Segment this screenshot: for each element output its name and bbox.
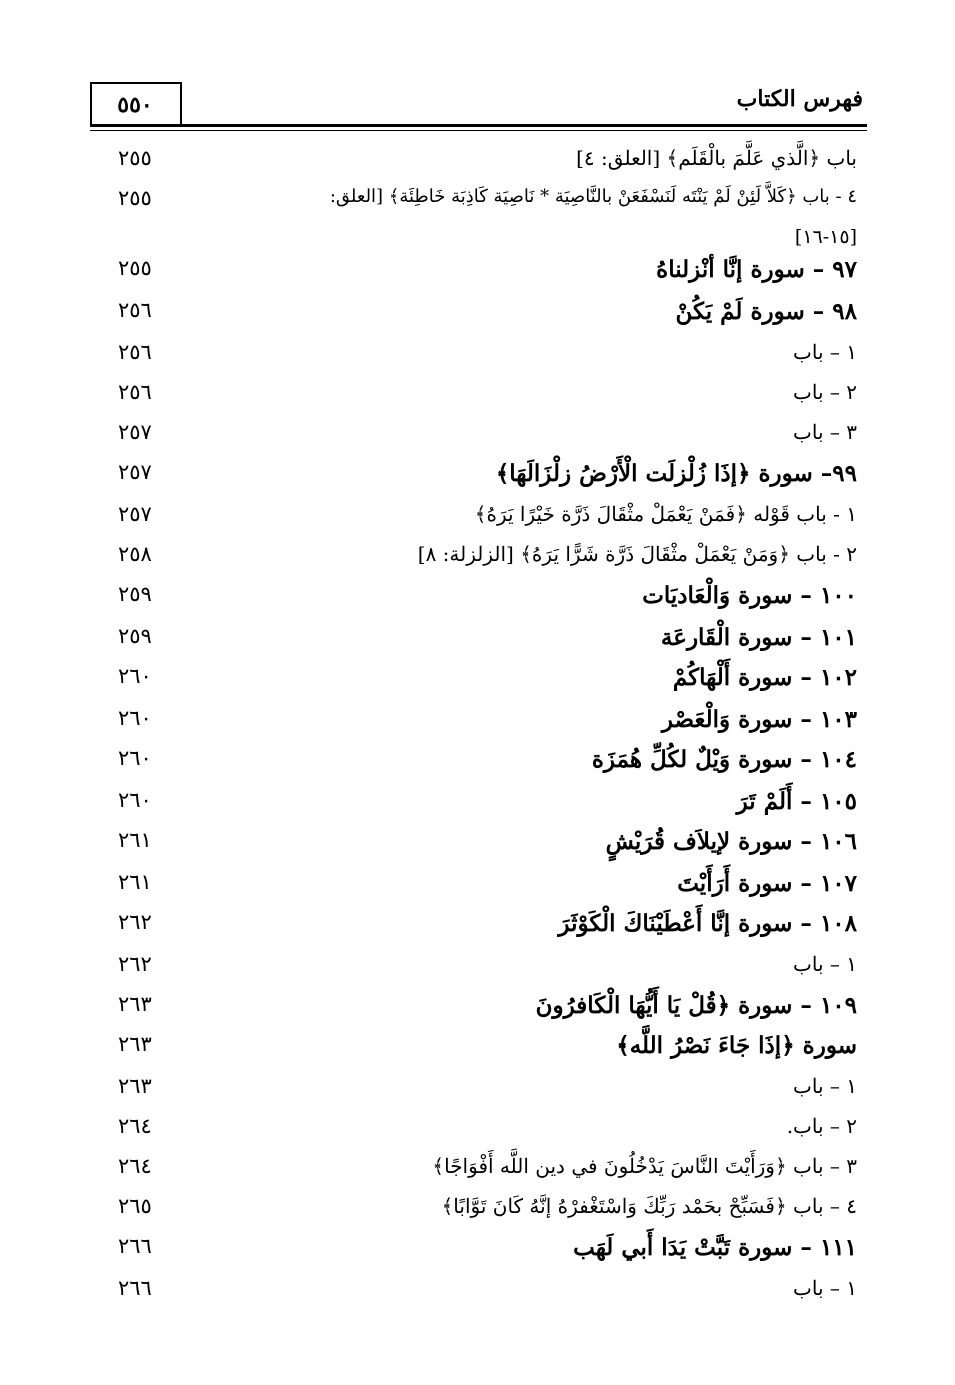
entry-title: ٣ – باب: [793, 420, 857, 444]
entry-page: ٢٥٨: [118, 542, 152, 566]
entry-title: ١ – باب: [793, 1276, 857, 1300]
entry-title: ٩٨ – سورة لَمْ يَكُنْ: [675, 298, 857, 325]
entry-page: ٢٥٧: [118, 502, 152, 526]
entry-page: ٢٦٢: [118, 910, 152, 934]
entry-title: ١٠٤ – سورة وَيْلٌ لكُلِّ هُمَزَة: [591, 746, 857, 773]
entry-page: ٢٦٠: [118, 746, 152, 770]
entry-title: ٣ – باب ﴿وَرَأَيْتَ النَّاسَ يَدْخُلُونَ في دين اللَّه أَفْوَاجًا﴾: [432, 1154, 857, 1178]
entry-title: ١ – باب: [793, 340, 857, 364]
entry-page: ٢٥٧: [118, 420, 152, 444]
entry-page: ٢٥٥: [118, 186, 152, 210]
entry-title: ١٠٨ – سورة إنَّا أَعْطَيْنَاكَ الْكَوْثَرَ: [558, 910, 857, 937]
entry-page: ٢٦٦: [118, 1276, 152, 1300]
entry-page: ٢٥٦: [118, 340, 152, 364]
entry-page: ٢٦٠: [118, 788, 152, 812]
entry-title: ١١١ – سورة تَبَّتْ يَدَا أَبي لَهَب: [573, 1234, 857, 1261]
entry-title: ٢ - باب ﴿وَمَنْ يَعْمَلْ مثْقَالَ ذَرَّة شَرًّا يَرَهُ﴾ [الزلزلة: ٨]: [417, 542, 857, 566]
header-rule-thick: [90, 124, 867, 127]
entry-title: ١٠٠ – سورة وَالْعَاديَات: [642, 582, 857, 609]
entry-title: ١٠٧ – سورة أَرَأَيْتَ: [677, 870, 857, 897]
entry-page: ٢٦٠: [118, 664, 152, 688]
entry-title: ١ - باب قَوْله ﴿فَمَنْ يَعْمَلْ مثْقَالَ ذَرَّة خَيْرًا يَرَهُ﴾: [474, 502, 857, 526]
entry-title: ١٠٦ – سورة لإيلاَف قُرَيْشٍ: [605, 828, 857, 855]
entry-title: ١٠٩ – سورة ﴿قُلْ يَا أَيُّهَا الْكَافرُونَ: [535, 992, 857, 1019]
entry-page: ٢٥٦: [118, 380, 152, 404]
entry-title: ٩٩– سورة ﴿إذَا زُلْزلَت الْأَرْضُ زلْزَالَهَا﴾: [495, 460, 857, 487]
entry-page: ٢٥٩: [118, 624, 152, 648]
entry-page: ٢٥٧: [118, 460, 152, 484]
entry-page: ٢٥٩: [118, 582, 152, 606]
entry-page: ٢٦٣: [118, 1074, 152, 1098]
entry-page: ٢٥٥: [118, 256, 152, 280]
entry-title: ٤ - باب ﴿كَلاَّ لَئِنْ لَمْ يَنْتَه لَنَسْفَعَنْ بالنَّاصِيَة * نَاصِيَة كَاذِبَة خَاطِئَة﴾ [العلق:: [329, 186, 857, 207]
entry-continuation: [١٥-١٦]: [794, 226, 857, 248]
entry-page: ٢٦٤: [118, 1154, 152, 1178]
entry-title: ١٠١ – سورة الْقَارعَة: [660, 624, 857, 651]
entry-title: ١٠٥ – أَلَمْ تَرَ: [736, 788, 857, 815]
header-rule-thin: [90, 130, 867, 131]
entry-title: ٤ – باب ﴿فَسَبِّحْ بحَمْد رَبِّكَ وَاسْتَغْفرْهُ إنَّهُ كَانَ تَوَّابًا﴾: [441, 1194, 857, 1218]
entry-page: ٢٦٣: [118, 992, 152, 1016]
entry-page: ٢٦١: [118, 870, 152, 894]
running-title: فهرس الكتاب: [736, 86, 863, 112]
entry-page: ٢٥٦: [118, 298, 152, 322]
entry-title: ١ – باب: [793, 1074, 857, 1098]
entry-title: ١٠٢ – سورة أَلْهَاكُمْ: [672, 664, 857, 691]
entry-title: ١ – باب: [793, 952, 857, 976]
entry-page: ٢٦٦: [118, 1234, 152, 1258]
entry-page: ٢٦٣: [118, 1032, 152, 1056]
entry-page: ٢٦٠: [118, 706, 152, 730]
entry-title: باب ﴿الَّذي عَلَّمَ بالْقَلَم﴾ [العلق: ٤]: [576, 146, 857, 170]
entry-page: ٢٦٤: [118, 1114, 152, 1138]
entry-page: ٢٦٥: [118, 1194, 152, 1218]
entry-title: ٩٧ – سورة إنَّا أنْزلناهُ: [656, 256, 857, 283]
entry-page: ٢٦١: [118, 828, 152, 852]
entry-title: سورة ﴿إذَا جَاءَ نَصْرُ اللَّه﴾: [616, 1032, 857, 1059]
entry-title: ٢ – باب.: [786, 1114, 857, 1138]
page-number: ٥٥٠: [117, 92, 153, 118]
entry-page: ٢٥٥: [118, 146, 152, 170]
entry-page: ٢٦٢: [118, 952, 152, 976]
entry-title: ٢ – باب: [793, 380, 857, 404]
entry-title: ١٠٣ – سورة وَالْعَصْر: [661, 706, 857, 733]
